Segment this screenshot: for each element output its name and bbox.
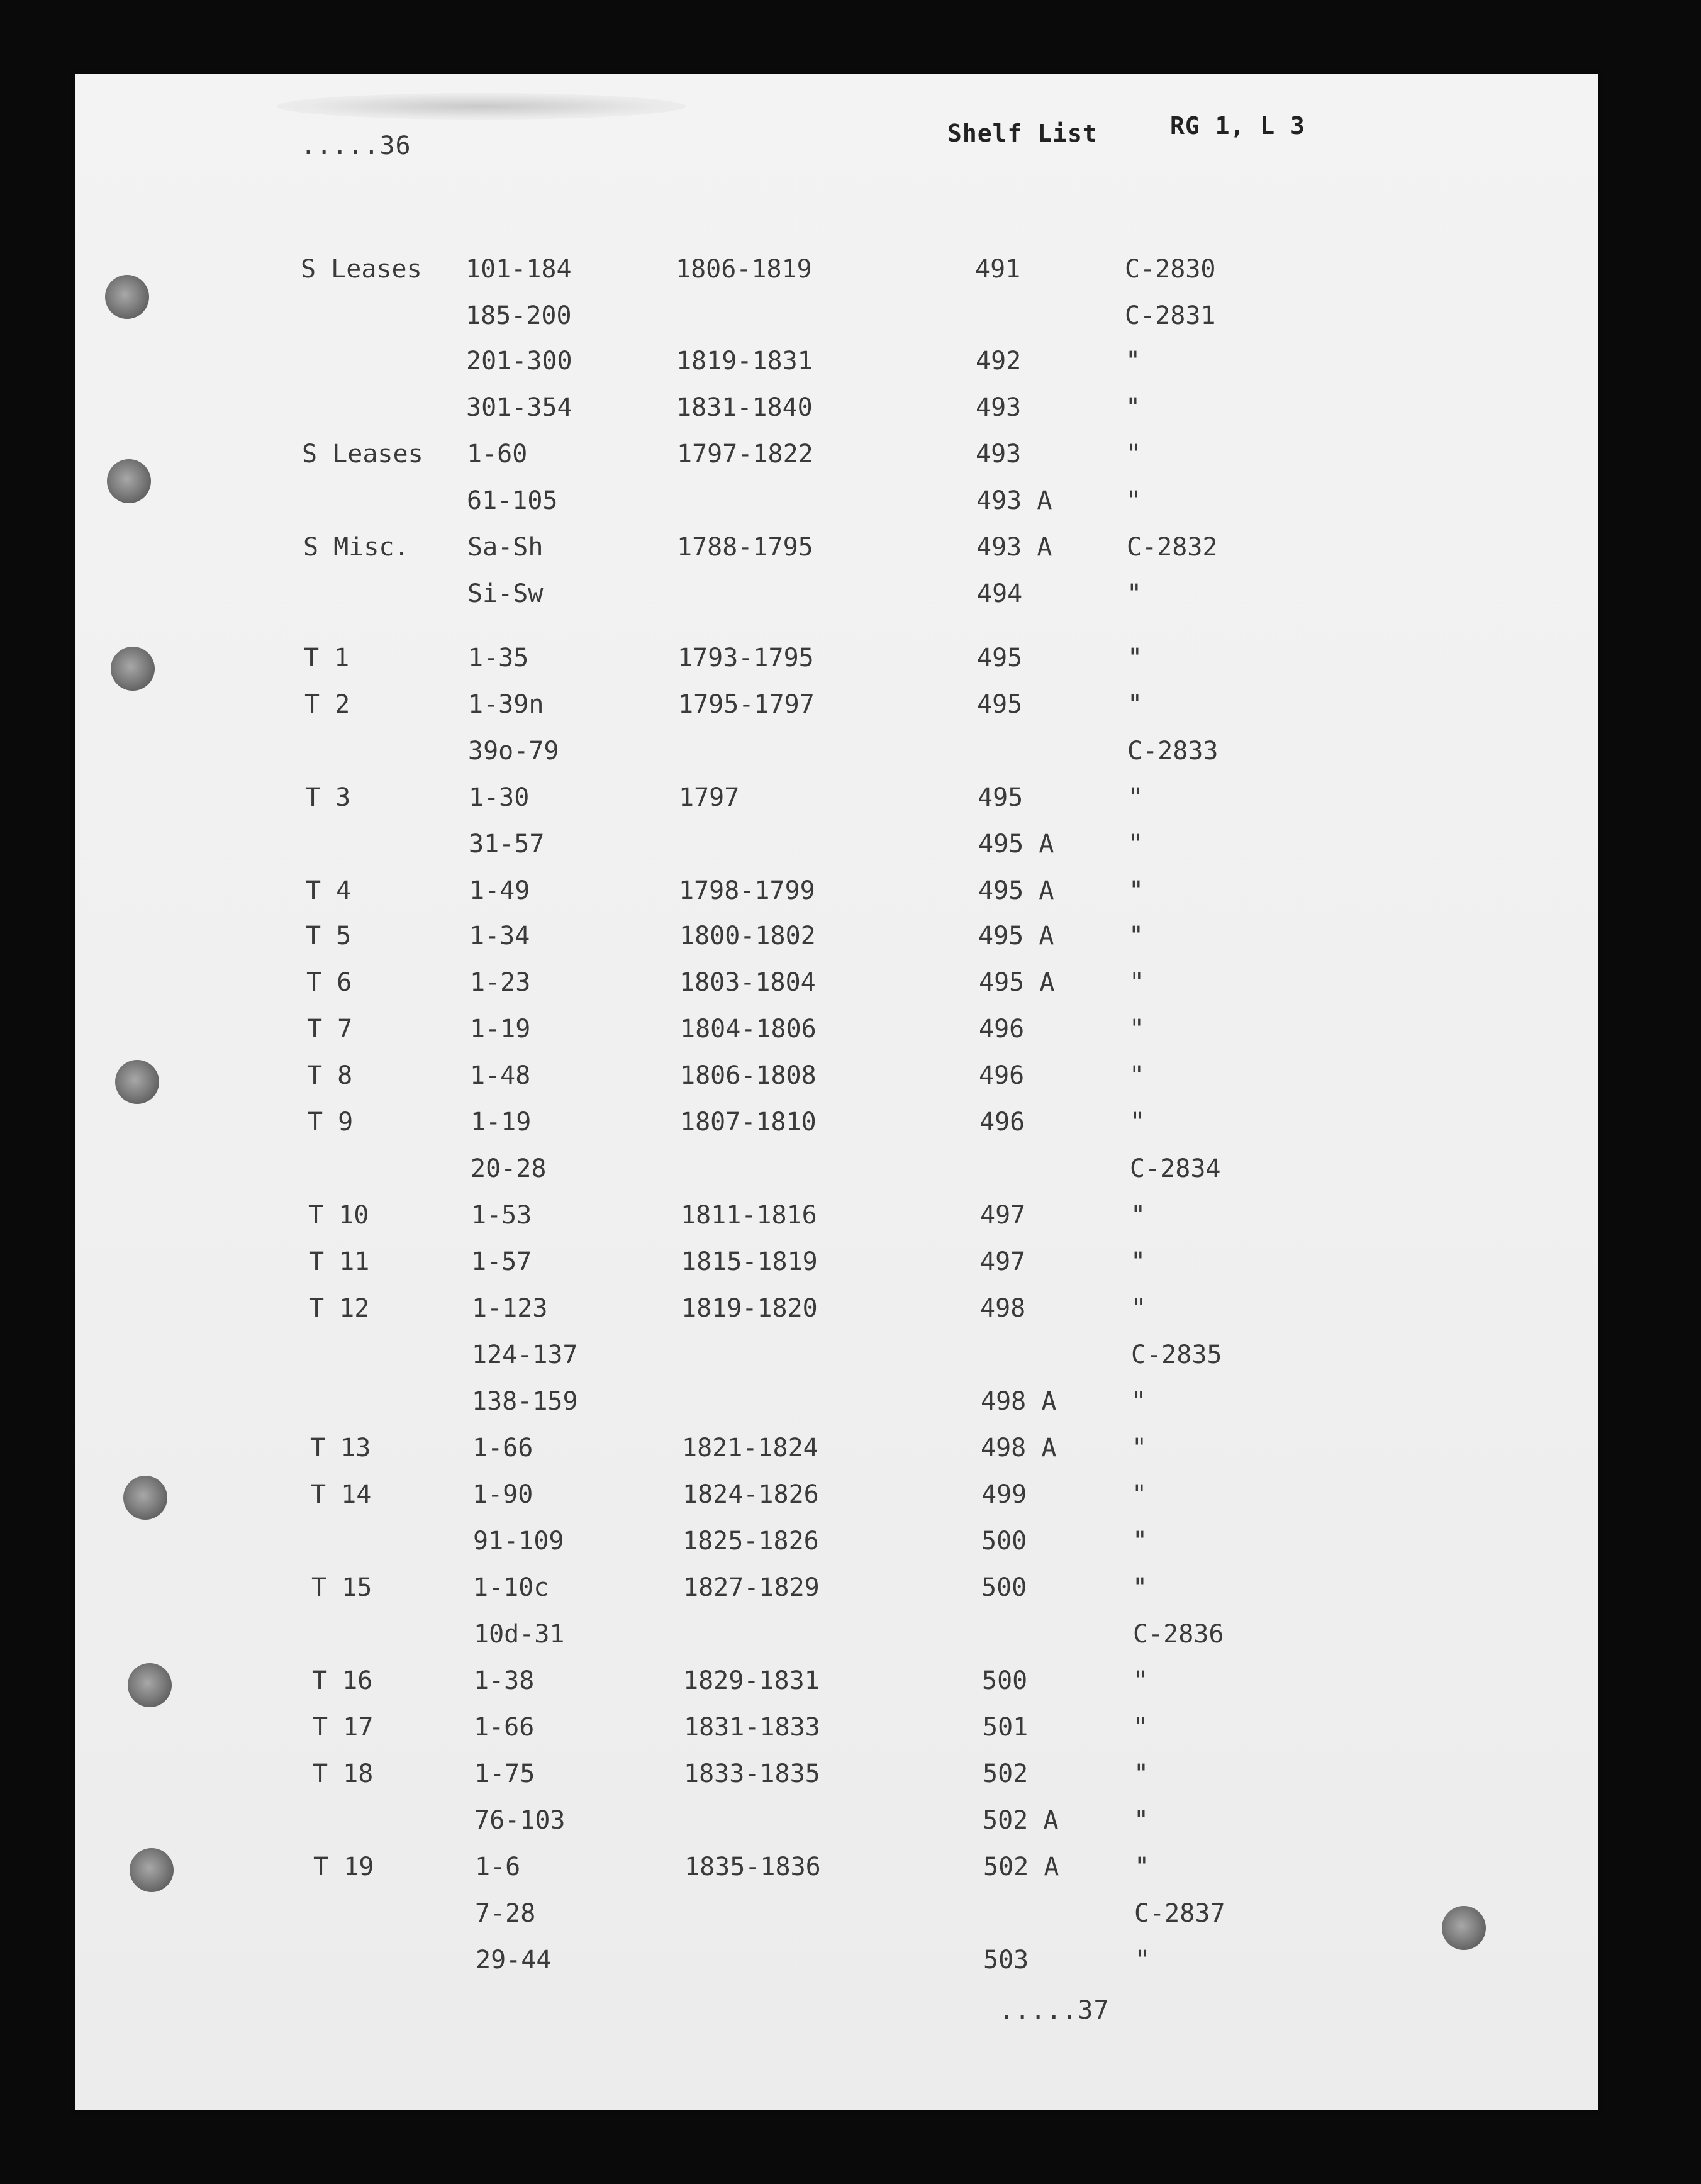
reel-cell: " <box>1131 1387 1147 1416</box>
series-cell: T 6 <box>306 968 352 997</box>
box-cell: 493 <box>976 440 1022 469</box>
years-cell: 1819-1820 <box>681 1294 818 1323</box>
table-row <box>0 738 1701 771</box>
years-cell: 1797-1822 <box>677 440 813 469</box>
box-cell: 497 <box>980 1247 1026 1276</box>
series-cell: S Leases <box>302 440 423 469</box>
years-cell: 1831-1840 <box>676 393 813 422</box>
box-cell: 501 <box>983 1713 1029 1742</box>
table-row <box>0 348 1701 381</box>
page-reference: .....36 <box>301 131 411 160</box>
years-cell: 1798-1799 <box>679 876 815 905</box>
series-cell: T 8 <box>307 1061 353 1090</box>
table-row <box>0 1854 1701 1887</box>
reel-cell: " <box>1127 690 1143 719</box>
box-cell: 495 A <box>979 968 1055 997</box>
reel-cell: " <box>1130 1247 1146 1276</box>
range-cell: 101-184 <box>466 255 572 284</box>
table-row <box>0 1110 1701 1142</box>
years-cell: 1803-1804 <box>679 968 816 997</box>
table-row <box>0 785 1701 818</box>
table-row <box>0 1156 1701 1189</box>
reel-cell: " <box>1133 1713 1149 1742</box>
series-cell: T 10 <box>308 1201 369 1230</box>
years-cell: 1788-1795 <box>677 533 813 562</box>
series-cell: S Misc. <box>303 533 410 562</box>
reel-cell: " <box>1134 1806 1149 1835</box>
table-row <box>0 257 1701 289</box>
years-cell: 1797 <box>679 783 740 812</box>
reel-cell: " <box>1127 644 1143 672</box>
reel-cell: " <box>1129 1061 1145 1090</box>
box-cell: 496 <box>979 1061 1025 1090</box>
range-cell: 1-49 <box>469 876 530 905</box>
box-cell: 491 <box>975 255 1021 284</box>
range-cell: Sa-Sh <box>467 533 544 562</box>
series-cell: T 1 <box>304 644 350 672</box>
table-row <box>0 1389 1701 1422</box>
box-cell: 495 A <box>978 876 1054 905</box>
reel-cell: " <box>1128 783 1144 812</box>
reel-cell: C-2832 <box>1127 533 1218 562</box>
box-cell: 495 A <box>978 830 1054 859</box>
table-row <box>0 1575 1701 1608</box>
table-row <box>0 1296 1701 1329</box>
range-cell: 185-200 <box>466 301 572 330</box>
range-cell: 1-34 <box>469 922 530 950</box>
range-cell: 1-19 <box>470 1015 531 1044</box>
reel-cell: " <box>1132 1480 1147 1509</box>
series-cell: T 19 <box>313 1852 374 1881</box>
years-cell: 1835-1836 <box>684 1852 821 1881</box>
range-cell: 1-30 <box>469 783 530 812</box>
table-row <box>0 581 1701 614</box>
years-cell: 1831-1833 <box>684 1713 820 1742</box>
range-cell: 1-19 <box>471 1108 532 1137</box>
reel-cell: " <box>1127 579 1142 608</box>
table-row <box>0 1622 1701 1654</box>
range-cell: 7-28 <box>475 1899 536 1928</box>
range-cell: 124-137 <box>472 1340 578 1369</box>
reel-cell: " <box>1131 1294 1147 1323</box>
range-cell: 1-66 <box>474 1713 535 1742</box>
range-cell: 1-39n <box>468 690 544 719</box>
series-cell: T 17 <box>313 1713 374 1742</box>
table-row <box>0 488 1701 521</box>
reel-cell: " <box>1132 1573 1148 1602</box>
table-row <box>0 832 1701 864</box>
series-cell: T 11 <box>309 1247 370 1276</box>
range-cell: 29-44 <box>476 1946 552 1975</box>
box-cell: 499 <box>981 1480 1027 1509</box>
years-cell: 1827-1829 <box>683 1573 820 1602</box>
box-cell: 503 <box>983 1946 1029 1975</box>
table-row <box>0 303 1701 336</box>
years-cell: 1804-1806 <box>680 1015 817 1044</box>
table-row <box>0 1529 1701 1561</box>
series-cell: T 15 <box>311 1573 372 1602</box>
reel-cell: " <box>1128 830 1144 859</box>
range-cell: 201-300 <box>466 347 572 376</box>
box-cell: 495 <box>977 644 1023 672</box>
series-cell: T 14 <box>311 1480 372 1509</box>
table-row <box>0 1808 1701 1841</box>
series-cell: T 13 <box>310 1434 371 1462</box>
table-row <box>0 878 1701 911</box>
series-cell: S Leases <box>301 255 422 284</box>
reel-cell: " <box>1129 876 1144 905</box>
page-title: Shelf List <box>947 120 1098 147</box>
reel-cell: " <box>1133 1666 1149 1695</box>
range-cell: 1-66 <box>472 1434 533 1462</box>
reel-cell: C-2836 <box>1133 1620 1224 1649</box>
box-cell: 495 <box>977 690 1023 719</box>
years-cell: 1806-1819 <box>676 255 812 284</box>
table-row <box>0 1715 1701 1747</box>
years-cell: 1806-1808 <box>680 1061 817 1090</box>
range-cell: 138-159 <box>472 1387 578 1416</box>
table-row <box>0 1482 1701 1515</box>
box-cell: 500 <box>981 1573 1027 1602</box>
smudge-mark <box>277 93 686 120</box>
reel-cell: " <box>1135 1946 1151 1975</box>
range-cell: 1-60 <box>467 440 528 469</box>
range-cell: 39o-79 <box>468 737 559 766</box>
table-row <box>0 970 1701 1003</box>
range-cell: 1-10c <box>473 1573 549 1602</box>
range-cell: 91-109 <box>473 1527 564 1556</box>
table-row <box>0 395 1701 428</box>
series-cell: T 4 <box>306 876 352 905</box>
reel-cell: " <box>1132 1434 1147 1462</box>
years-cell: 1824-1826 <box>683 1480 819 1509</box>
box-cell: 498 A <box>981 1434 1057 1462</box>
years-cell: 1800-1802 <box>679 922 816 950</box>
box-cell: 495 A <box>978 922 1054 950</box>
years-cell: 1821-1824 <box>682 1434 818 1462</box>
range-cell: 20-28 <box>471 1154 547 1183</box>
range-cell: 301-354 <box>466 393 572 422</box>
box-cell: 500 <box>982 1666 1028 1695</box>
box-cell: 497 <box>980 1201 1026 1230</box>
reel-cell: C-2834 <box>1130 1154 1221 1183</box>
table-row <box>0 1668 1701 1701</box>
box-cell: 496 <box>979 1108 1025 1137</box>
reel-cell: " <box>1134 1759 1149 1788</box>
reel-cell: " <box>1130 1201 1146 1230</box>
range-cell: 1-75 <box>474 1759 535 1788</box>
range-cell: 31-57 <box>469 830 545 859</box>
range-cell: 1-123 <box>472 1294 548 1323</box>
reel-cell: " <box>1126 440 1142 469</box>
box-cell: 500 <box>981 1527 1027 1556</box>
table-row <box>0 1017 1701 1049</box>
reel-cell: " <box>1129 922 1144 950</box>
table-row <box>0 442 1701 474</box>
box-cell: 492 <box>976 347 1022 376</box>
box-cell: 493 A <box>976 486 1052 515</box>
series-cell: T 2 <box>304 690 350 719</box>
reel-cell: C-2833 <box>1127 737 1219 766</box>
box-cell: 493 <box>976 393 1022 422</box>
table-row <box>0 692 1701 725</box>
record-group-label: RG 1, L 3 <box>1170 112 1305 140</box>
range-cell: 61-105 <box>467 486 558 515</box>
box-cell: 495 <box>978 783 1023 812</box>
box-cell: 496 <box>979 1015 1025 1044</box>
reel-cell: " <box>1130 1108 1146 1137</box>
series-cell: T 16 <box>312 1666 373 1695</box>
box-cell: 498 <box>980 1294 1026 1323</box>
range-cell: Si-Sw <box>467 579 544 608</box>
table-row <box>0 1203 1701 1235</box>
years-cell: 1819-1831 <box>676 347 813 376</box>
range-cell: 1-53 <box>471 1201 532 1230</box>
reel-cell: " <box>1129 968 1145 997</box>
box-cell: 502 <box>983 1759 1029 1788</box>
range-cell: 1-57 <box>471 1247 532 1276</box>
table-row <box>0 535 1701 567</box>
reel-cell: " <box>1129 1015 1145 1044</box>
box-cell: 502 A <box>983 1852 1059 1881</box>
reel-cell: C-2837 <box>1134 1899 1225 1928</box>
range-cell: 1-48 <box>470 1061 531 1090</box>
years-cell: 1793-1795 <box>678 644 814 672</box>
series-cell: T 7 <box>307 1015 353 1044</box>
table-row <box>0 1947 1701 1980</box>
years-cell: 1807-1810 <box>680 1108 817 1137</box>
reel-cell: " <box>1126 486 1142 515</box>
continued-reference: .....37 <box>999 1996 1110 2025</box>
series-cell: T 3 <box>305 783 351 812</box>
range-cell: 1-35 <box>468 644 529 672</box>
years-cell: 1833-1835 <box>684 1759 820 1788</box>
range-cell: 1-23 <box>470 968 531 997</box>
reel-cell: C-2831 <box>1125 301 1216 330</box>
table-row <box>0 1761 1701 1794</box>
years-cell: 1795-1797 <box>678 690 815 719</box>
box-cell: 494 <box>977 579 1023 608</box>
reel-cell: " <box>1125 347 1141 376</box>
range-cell: 1-38 <box>474 1666 535 1695</box>
table-row <box>0 923 1701 956</box>
series-cell: T 12 <box>309 1294 370 1323</box>
reel-cell: " <box>1125 393 1141 422</box>
years-cell: 1829-1831 <box>683 1666 820 1695</box>
range-cell: 10d-31 <box>474 1620 565 1649</box>
table-row <box>0 1063 1701 1096</box>
series-cell: T 5 <box>306 922 352 950</box>
series-cell: T 18 <box>313 1759 374 1788</box>
range-cell: 1-90 <box>472 1480 533 1509</box>
reel-cell: " <box>1134 1852 1150 1881</box>
box-cell: 493 A <box>976 533 1052 562</box>
years-cell: 1811-1816 <box>681 1201 817 1230</box>
reel-cell: C-2835 <box>1131 1340 1222 1369</box>
box-cell: 498 A <box>981 1387 1057 1416</box>
table-row <box>0 1249 1701 1282</box>
years-cell: 1825-1826 <box>683 1527 819 1556</box>
years-cell: 1815-1819 <box>681 1247 818 1276</box>
table-row <box>0 1901 1701 1934</box>
series-cell: T 9 <box>308 1108 354 1137</box>
reel-cell: " <box>1132 1527 1148 1556</box>
table-row <box>0 645 1701 678</box>
range-cell: 1-6 <box>475 1852 521 1881</box>
box-cell: 502 A <box>983 1806 1059 1835</box>
reel-cell: C-2830 <box>1125 255 1216 284</box>
range-cell: 76-103 <box>474 1806 566 1835</box>
table-row <box>0 1342 1701 1375</box>
table-row <box>0 1435 1701 1468</box>
